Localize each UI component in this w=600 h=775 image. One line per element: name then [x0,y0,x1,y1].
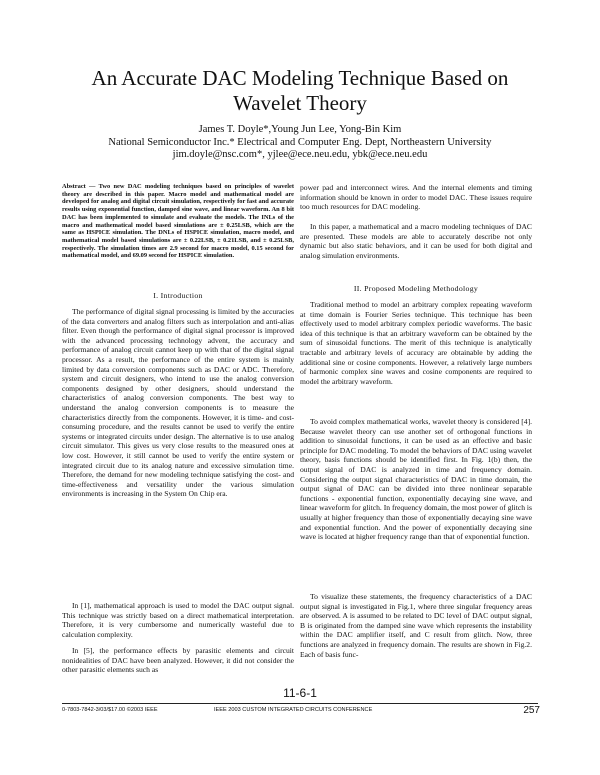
conference-name: IEEE 2003 CUSTOM INTEGRATED CIRCUITS CONFERENCE [214,707,373,713]
paper-title: An Accurate DAC Modeling Technique Based on Wavelet Theory [91,66,509,115]
author-emails: jim.doyle@nsc.com*, yjlee@ece.neu.edu, ybk@ece.neu.edu [172,149,428,160]
introduction-heading: I. Introduction [153,291,203,300]
method-body [300,300,532,386]
author-affiliations: National Semiconductor Inc.* Electrical and Computer Eng. Dept, Northeastern University [108,136,492,148]
introduction-body-3 [62,646,294,675]
page-number: 257 [523,705,540,716]
method-heading: II. Proposed Modeling Methodology [353,284,479,293]
intro-paragraph: In [5], the performance effects by parasitic elements and circuit nonidealities of DAC have been analyzed. However, it did not consider the other parasitic elements such as [62,646,294,675]
body-paragraph: In this paper, a mathematical and a macro modeling techniques of DAC are presented. These models are able to accurately describe not only dynamic but also static behaviors, and it can be used for both digital and analog simulation environments. [300,222,532,260]
session-number: 11-6-1 [283,686,317,700]
intro-paragraph: The performance of digital signal processing is limited by the accuracies of the data converters and analog filters such as interpolation and anti-alias filter. Even though the performance of digital signal processor is improved with the advanced processing technology advent, the accuracy and performance of analog circuit cannot keep up with that of the digital signal processor. As a result, the performance of the entire system is mainly limited by data conversion components such as DAC or ADC. Therefore, system and circuit designers, who intend to use the analog conversion components designed by other designers, should understand the characteristics of analog conversion components. The best way to understand the analog conversion components is to measure the characteristics directly from the components. However, it is time- and cost-consuming procedure, and the results cannot be used to verify the entire systems or integrated circuits under design. The alternative is to use analog circuit simulator. This gives us very close results to the measured ones at low cost. However, it still cannot be used to verify the entire system or integrated circuit due to its analog nature and excessive simulation time. Therefore, the demand for new modeling technique satisfying the cost- and time-effectiveness and versatility under the various simulation environments is increasing in the System On Chip era. [62,307,294,499]
introduction-heading-block [62,291,294,301]
right-top-body [300,183,532,212]
method-body-2 [300,417,532,542]
right-top-body-2 [300,222,532,260]
intro-paragraph: In [1], mathematical approach is used to model the DAC output signal. This technique was strictly based on a direct mathematical interpretation. Therefore, it is very cumbersome and numerically wasteful due to calculation complexity. [62,601,294,639]
introduction-body [62,307,294,499]
author-names: James T. Doyle*,Young Jun Lee, Yong-Bin Kim [198,124,402,135]
copyright-notice: 0-7803-7842-3/03/$17.00 ©2003 IEEE [62,707,158,713]
introduction-body-2 [62,601,294,639]
method-paragraph: To avoid complex mathematical works, wavelet theory is considered [4]. Because wavelet theory can use another set of orthogonal functions in addition to sinusoidal functions, it can be used as an effective and basic principle for DAC modeling. To model the behaviors of DAC using wavelet theory, basis functions should be identified first. In Fig. 1(b) then, the output signal of DAC is analyzed in time and frequency domain. Considering the output signal characteristics of DAC in time domain, the output signal of DAC can be divided into three nonlinear separable functions - exponential function, exponentially decaying sine wave, and linear waveform for glitch. In frequency domain, the most power of glitch is usually at higher frequency than those of exponentially decaying sine wave and exponential function. And the power of exponentially decaying sine wave is located at higher frequency range than that of exponential function. [300,417,532,542]
method-paragraph: Traditional method to model an arbitrary complex repeating waveform at time domain is Fourier Series technique. This technique has been effectively used to model arbitrary complex periodic waveforms. The basic idea of this technique is that an arbitrary waveform can be obtained by the sum of sinusoidal functions. The merit of this technique is analytically tractable and arbitrary levels of accuracy are obtainable by adding the additional sine or cosine components. However, a relatively large numbers of harmonic complex sine waves and cosine components are required to model the arbitrary waveform. [300,300,532,386]
footer-divider [62,703,538,704]
abstract-block [62,183,294,260]
body-paragraph: power pad and interconnect wires. And the internal elements and timing information should be known in order to model DAC. These issues require too much resources for DAC modeling. [300,183,532,212]
abstract-text: Abstract — Two new DAC modeling techniques based on principles of wavelet theory are described in this paper. Macro model and mathematical model are developed for analog and digital circuit simulation, respectively for fast and accurate results using exponential function, damped sine wave, and linear waveform. An 8 bit DAC has been implemented to simulate and evaluate the models. The INLs of the macro and mathematical model based simulations are ± 0.25LSB, which are the same as HSPICE simulation. The DNLs of HSPICE simulation, macro model, and mathematical model based simulations are ± 0.22LSB, ± 0.21LSB, and ± 0.25LSB, respectively. The simulation times are 2.9 second for macro model, 0.15 second for mathematical model, and 69.09 second for HSPICE simulation. [62,183,294,260]
method-heading-block [300,284,532,294]
method-body-3 [300,592,532,659]
author-block [60,124,540,162]
method-paragraph: To visualize these statements, the frequency characteristics of a DAC output signal is investigated in Fig.1, where three singular frequency areas are observed. A is assumed to be related to DC level of DAC output signal, B is originated from the damped sine wave which represents the instability within the DAC amplifier itself, and C result from glitch. Now, three functions are analyzed in frequency domain. The results are shown in Fig.2. Each of basis func- [300,592,532,659]
